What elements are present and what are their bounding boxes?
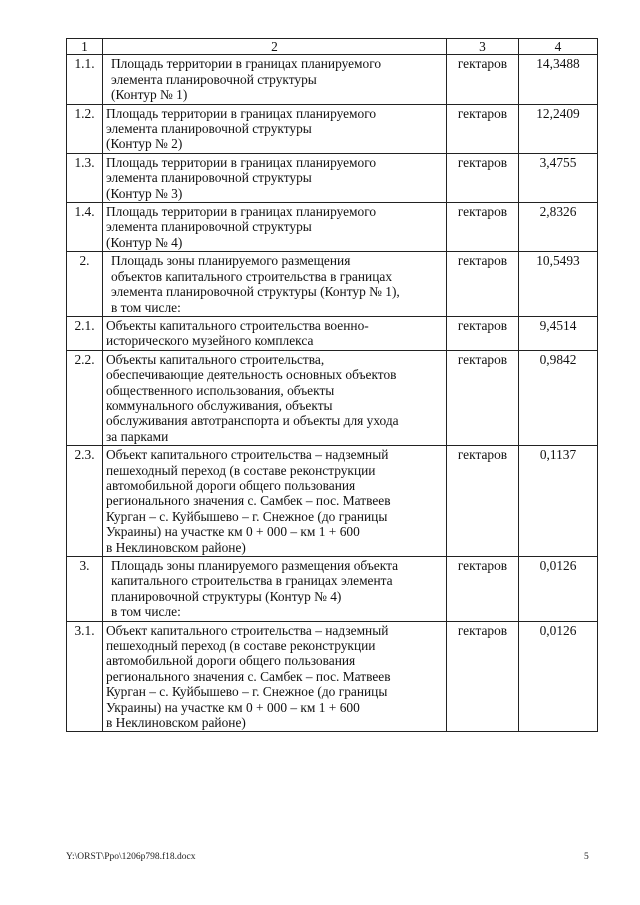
table-body xyxy=(67,39,598,732)
row-number-cell: 2.3. xyxy=(67,446,103,557)
row-value-cell: 12,2409 xyxy=(519,104,598,153)
row-description-cell: Объект капитального строительства – надземный пешеходный переход (в составе реконструкции автомобильной дороги общего пользования регионального значения с. Самбек – пос. Матвеев Курган – с. Куйбышево – г. Снежное (до границы Украины) на участке км 0 + 000 – км 1 + 600 в Неклиновском районе) xyxy=(103,446,447,557)
row-description-cell: Площадь территории в границах планируемого элемента планировочной структуры (Контур № 2) xyxy=(103,104,447,153)
row-value-cell: 0,1137 xyxy=(519,446,598,557)
row-value-cell: 0,9842 xyxy=(519,350,598,445)
row-value-cell: 10,5493 xyxy=(519,252,598,317)
row-unit-cell: гектаров xyxy=(447,104,519,153)
row-value-cell: 9,4514 xyxy=(519,316,598,350)
row-number-cell: 1.2. xyxy=(67,104,103,153)
row-value-cell: 2,8326 xyxy=(519,203,598,252)
row-number-cell: 3.1. xyxy=(67,621,103,732)
row-unit-cell: гектаров xyxy=(447,203,519,252)
row-unit-cell: гектаров xyxy=(447,153,519,202)
row-number-cell: 1.3. xyxy=(67,153,103,202)
row-unit-cell: гектаров xyxy=(447,55,519,104)
row-unit-cell: гектаров xyxy=(447,557,519,622)
header-cell-3: 3 xyxy=(447,39,519,55)
row-description-cell: Площадь территории в границах планируемого элемента планировочной структуры (Контур № 4) xyxy=(103,203,447,252)
table-header-row xyxy=(67,39,598,55)
row-value-cell: 0,0126 xyxy=(519,621,598,732)
row-value-cell: 14,3488 xyxy=(519,55,598,104)
row-unit-cell: гектаров xyxy=(447,350,519,445)
row-unit-cell: гектаров xyxy=(447,252,519,317)
table-row xyxy=(67,203,598,252)
header-cell-2: 2 xyxy=(103,39,447,55)
row-unit-cell: гектаров xyxy=(447,446,519,557)
row-unit-cell: гектаров xyxy=(447,316,519,350)
table-row xyxy=(67,621,598,732)
footer-page-number: 5 xyxy=(584,852,589,862)
table-row xyxy=(67,104,598,153)
table-row xyxy=(67,55,598,104)
row-number-cell: 2.1. xyxy=(67,316,103,350)
row-number-cell: 1.1. xyxy=(67,55,103,104)
header-cell-4: 4 xyxy=(519,39,598,55)
row-description-cell: Площадь территории в границах планируемого элемента планировочной структуры (Контур № 1) xyxy=(103,55,447,104)
row-description-cell: Объекты капитального строительства, обеспечивающие деятельность основных объектов общественного использования, объекты коммунального обслуживания, объекты обслуживания автотранспорта и объекты для ухода за парками xyxy=(103,350,447,445)
row-description-cell: Объекты капитального строительства военно- исторического музейного комплекса xyxy=(103,316,447,350)
table-row xyxy=(67,350,598,445)
table-row xyxy=(67,252,598,317)
row-number-cell: 3. xyxy=(67,557,103,622)
row-number-cell: 2.2. xyxy=(67,350,103,445)
row-description-cell: Площадь территории в границах планируемого элемента планировочной структуры (Контур № 3) xyxy=(103,153,447,202)
table-row xyxy=(67,446,598,557)
row-value-cell: 3,4755 xyxy=(519,153,598,202)
row-number-cell: 1.4. xyxy=(67,203,103,252)
row-number-cell: 2. xyxy=(67,252,103,317)
table-row xyxy=(67,153,598,202)
data-table xyxy=(66,38,598,732)
row-unit-cell: гектаров xyxy=(447,621,519,732)
row-description-cell: Площадь зоны планируемого размещения объектов капитального строительства в границах элемента планировочной структуры (Контур № 1), в том числе: xyxy=(103,252,447,317)
row-value-cell: 0,0126 xyxy=(519,557,598,622)
header-cell-1: 1 xyxy=(67,39,103,55)
table-row xyxy=(67,557,598,622)
row-description-cell: Площадь зоны планируемого размещения объекта капитального строительства в границах элемента планировочной структуры (Контур № 4) в том числе: xyxy=(103,557,447,622)
footer-file-path: Y:\ORST\Ppo\1206p798.f18.docx xyxy=(66,852,196,862)
table-row xyxy=(67,316,598,350)
row-description-cell: Объект капитального строительства – надземный пешеходный переход (в составе реконструкции автомобильной дороги общего пользования регионального значения с. Самбек – пос. Матвеев Курган – с. Куйбышево – г. Снежное (до границы Украины) на участке км 0 + 000 – км 1 + 600 в Неклиновском районе) xyxy=(103,621,447,732)
